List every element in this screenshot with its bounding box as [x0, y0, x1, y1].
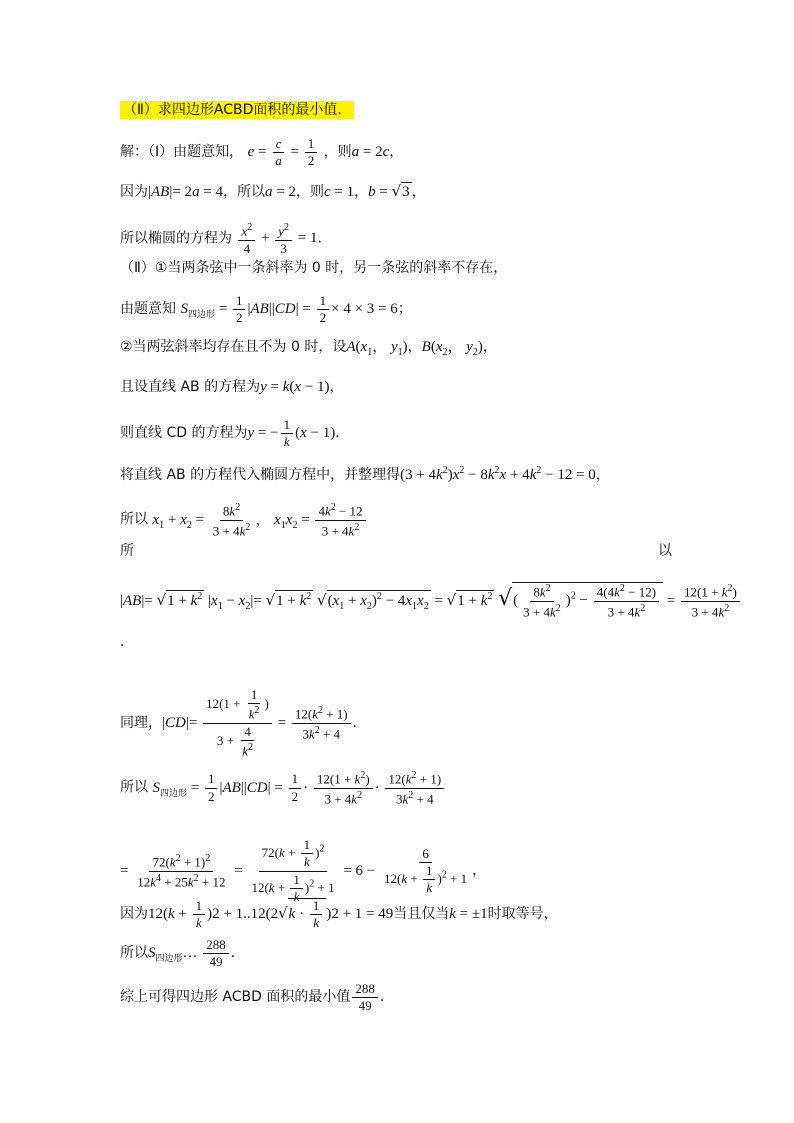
solution-line-eccentricity: 解：（Ⅰ）由题意知， e = $\frac{c}{a}$ = $\frac{1}{2}$ ，则a = 2c， [120, 136, 404, 169]
solution-conclusion: 综上可得四边形 ACBD 面积的最小值 $\frac{288}{49}$ ． [120, 981, 394, 1014]
solution-case2: ②当两弦斜率均存在且不为 0 时，设$A(x_1$， $y_1$)，$B(x_2$， $y_2$)， [120, 339, 497, 358]
solution-line-cd-eq: 则直线 CD 的方程为y = − $\frac{1}{k}$ (x − 1)． [120, 417, 350, 450]
solution-so-left: 所 [120, 543, 134, 559]
part2-question [120, 100, 354, 120]
solution-line-ab-length: 因为|AB|= 2a = 4，所以a = 2，则c = 1，b = √3 ， [120, 182, 426, 200]
solution-vieta: 所以 $x_1 + x_2$ = $\frac{8k^2}{3 + 4k^2}$ ， $x_1x_2$ = $\frac{4k^2 - 12}{3 + 4k^2}$ [120, 502, 368, 538]
solution-cd-chord: 同理，|CD|= 12(1 + $\frac{1}{k^2}$ ) 3 + $\frac{4}{k^2}$ = $\frac{12(k^2 + 1)}{3k^2 + 4}$ ． [120, 687, 367, 759]
solution-min-area: 所以$S_{四边形}\dots$ $\frac{288}{49}$ ． [120, 937, 245, 970]
highlighted-question: （Ⅱ）求四边形ACBD面积的最小值． [120, 101, 354, 119]
solution-inequality: 因为12(k + $\frac{1}{k}$ )2 + 1..12(2√k · $\frac{1}{k}$ )2 + 1 = 49当且仅当k = ±1时取等号， [120, 898, 558, 931]
solution-so-right: 以 [658, 543, 672, 559]
solution-line-ellipse: 所以椭圆的方程为 $\frac{x^2}{4}$ + $\frac{y^2}{3}$ = 1． [120, 222, 332, 256]
solution-case1-area: 由题意知 $S_{四边形}$ = $\frac{1}{2}$ |AB||CD| = $\frac{1}{2}$ × 4 × 3 = 6； [120, 293, 412, 326]
solution-area-expr: 所以 $S_{四边形}$ = $\frac{1}{2}$ |AB||CD| = $\frac{1}{2}$ · $\frac{12(1 + k^2)}{3 + 4k^2}$ · $\frac{12(k^2 + 1)}{3k^2 + 4}$ [120, 770, 446, 806]
solution-substitute: 将直线 AB 的方程代入椭圆方程中，并整理得$(3 + 4k^2)x^2 - 8k^2x + 4k^2 - 12 = 0$， [120, 465, 610, 483]
solution-period: ． [120, 634, 134, 650]
solution-line-ab-eq: 且设直线 AB 的方程为y = k(x − 1)， [120, 379, 344, 395]
solution-ab-chord: $|AB|= √1 + k^2$ $|x_1 - x_2|= √1 + k^2$ $√(x_1 + x_2)^2 - 4x_1x_2 = √1 + k^2$ √( $\frac{8k^2}{3 + 4k^2}$ )$^2$ − $\frac{4(4k^2 - 12)}{3 + 4k^2}$ = $\frac{12(1 + k^2)}{3 + 4k^2}$ [120, 582, 742, 619]
solution-area-simplify: = $\frac{72(k^2 + 1)^2}{12k^4 + 25k^2 + 12}$ = 72(k + $\frac{1}{k}$ )$^2$ 12(k + $\frac{1}{k}$ )$^2$ + 1 = 6 − 6 12(k + $\frac{1}{k}$ )$^2$ + 1 ， [120, 837, 487, 904]
solution-case1: （Ⅱ）①当两条弦中一条斜率为 0 时，另一条弦的斜率不存在， [120, 260, 508, 276]
